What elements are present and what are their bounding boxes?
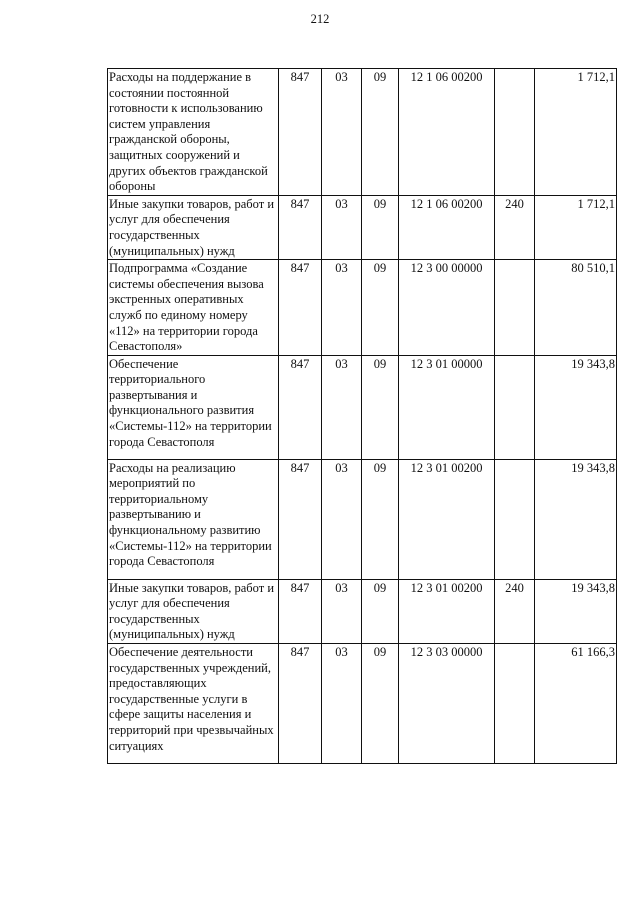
expense-name: Расходы на поддержание в состоянии постоянной готовности к использованию систем управления гражданской обороны, защитных сооружений и других объектов гражданской обороны <box>108 69 279 196</box>
department-code: 847 <box>279 195 322 259</box>
amount: 1 712,1 <box>535 69 617 196</box>
expense-type-code <box>495 260 535 356</box>
target-article-code: 12 1 06 00200 <box>399 69 495 196</box>
section-code: 03 <box>322 195 362 259</box>
section-code: 03 <box>322 459 362 579</box>
target-article-code: 12 3 03 00000 <box>399 644 495 764</box>
table-row <box>108 195 617 259</box>
target-article-code: 12 3 01 00000 <box>399 355 495 459</box>
table-row <box>108 69 617 196</box>
page-number: 212 <box>310 12 330 26</box>
expense-name: Обеспечение деятельности государственных учреждений, предоставляющих государственные услуги в сфере защиты населения и территорий при чрезвычайных ситуациях <box>108 644 279 764</box>
amount: 19 343,8 <box>535 459 617 579</box>
expense-type-code <box>495 355 535 459</box>
department-code: 847 <box>279 459 322 579</box>
target-article-code: 12 1 06 00200 <box>399 195 495 259</box>
expense-type-code: 240 <box>495 195 535 259</box>
subsection-code: 09 <box>362 644 399 764</box>
table-row <box>108 579 617 643</box>
target-article-code: 12 3 00 00000 <box>399 260 495 356</box>
expense-type-code: 240 <box>495 579 535 643</box>
expense-type-code <box>495 644 535 764</box>
department-code: 847 <box>279 69 322 196</box>
department-code: 847 <box>279 644 322 764</box>
subsection-code: 09 <box>362 69 399 196</box>
expense-name: Иные закупки товаров, работ и услуг для обеспечения государственных (муниципальных) нужд <box>108 195 279 259</box>
subsection-code: 09 <box>362 195 399 259</box>
table-row <box>108 644 617 764</box>
subsection-code: 09 <box>362 355 399 459</box>
section-code: 03 <box>322 355 362 459</box>
amount: 61 166,3 <box>535 644 617 764</box>
expense-type-code <box>495 69 535 196</box>
subsection-code: 09 <box>362 459 399 579</box>
department-code: 847 <box>279 260 322 356</box>
budget-table <box>107 68 617 764</box>
table-row <box>108 459 617 579</box>
section-code: 03 <box>322 644 362 764</box>
table-row <box>108 355 617 459</box>
expense-name: Расходы на реализацию мероприятий по территориальному развертыванию и функциональному развитию «Системы-112» на территории города Севастополя <box>108 459 279 579</box>
amount: 19 343,8 <box>535 355 617 459</box>
amount: 1 712,1 <box>535 195 617 259</box>
expense-name: Иные закупки товаров, работ и услуг для обеспечения государственных (муниципальных) нужд <box>108 579 279 643</box>
table-row <box>108 260 617 356</box>
expense-name: Обеспечение территориального развертывания и функционального развития «Системы-112» на территории города Севастополя <box>108 355 279 459</box>
expense-type-code <box>495 459 535 579</box>
amount: 19 343,8 <box>535 579 617 643</box>
subsection-code: 09 <box>362 260 399 356</box>
department-code: 847 <box>279 355 322 459</box>
section-code: 03 <box>322 260 362 356</box>
amount: 80 510,1 <box>535 260 617 356</box>
target-article-code: 12 3 01 00200 <box>399 579 495 643</box>
department-code: 847 <box>279 579 322 643</box>
section-code: 03 <box>322 69 362 196</box>
subsection-code: 09 <box>362 579 399 643</box>
section-code: 03 <box>322 579 362 643</box>
expense-name: Подпрограмма «Создание системы обеспечения вызова экстренных оперативных служб по единому номеру «112» на территории города Севастополя» <box>108 260 279 356</box>
target-article-code: 12 3 01 00200 <box>399 459 495 579</box>
